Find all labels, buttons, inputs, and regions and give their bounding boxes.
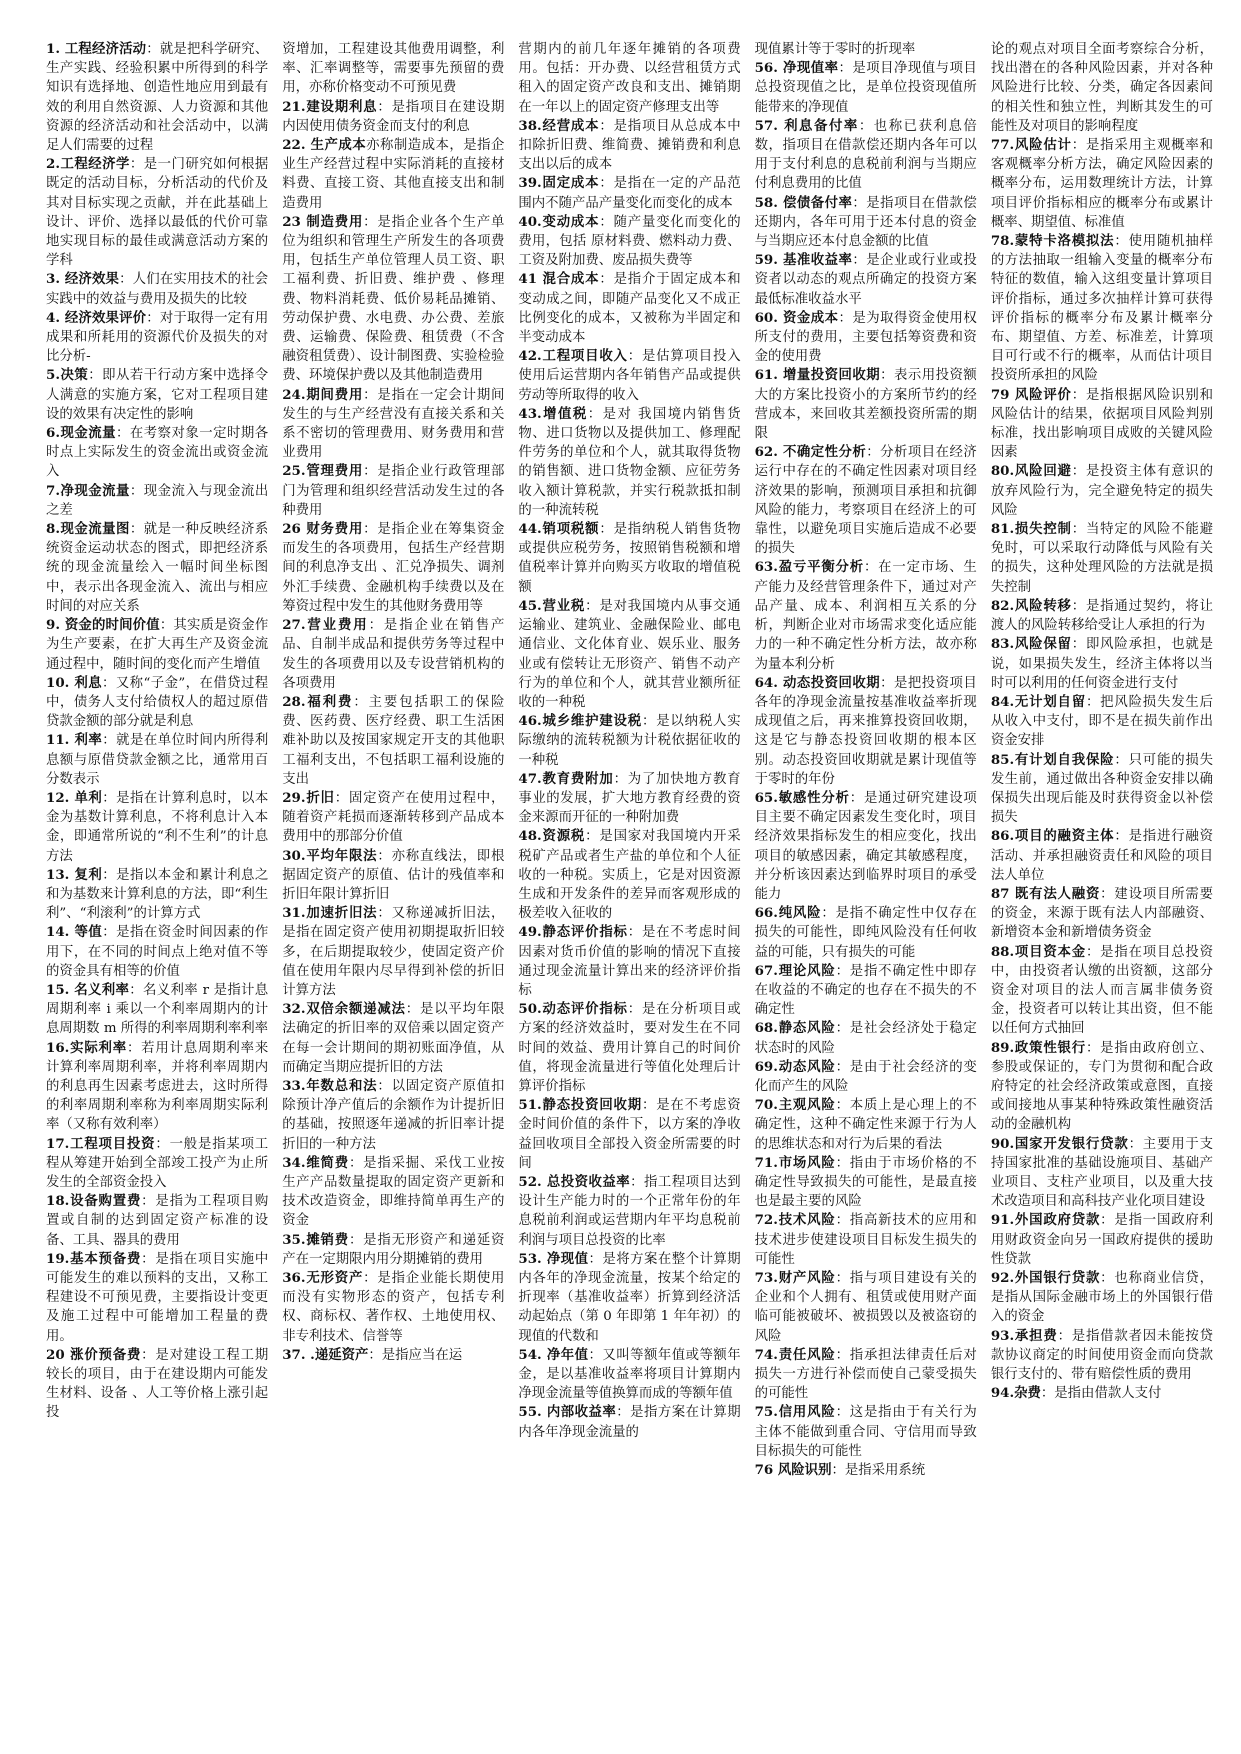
glossary-entry: [518, 923, 740, 1000]
entry-term: 18.设备购置费: [46, 1193, 142, 1210]
glossary-entry: [46, 1192, 268, 1250]
glossary-entry: [755, 1461, 977, 1480]
glossary-entry: [518, 117, 740, 175]
glossary-entry: [991, 232, 1213, 386]
entry-definition: ：是指企业在筹集资金而发生的各项费用，包括生产经营期间的利息净支出 、汇兑净损失、调剂外汇手续费、金融机构手续费以及在筹资过程中发生的其他财务费用等: [282, 522, 505, 614]
entry-term: 13. 复利: [46, 866, 103, 883]
entry-term: 82.风险转移: [990, 597, 1072, 614]
entry-definition: ：名义利率 r 是指计息周期利率 i 乘以一个利率周期内的计息周期数 m 所得的利率周期利率利率: [46, 982, 269, 1037]
entry-term: 39.固定成本: [518, 175, 600, 192]
entry-term: 31.加速折旧法: [282, 905, 378, 922]
glossary-entry: [755, 558, 977, 673]
entry-definition: ：即风险承担，也就是说，如果损失发生，经济主体将以当时可以利用的任何资金进行支付: [990, 637, 1214, 691]
entry-term: 93.承担费: [990, 1327, 1058, 1344]
entry-term: 22. 生产成本: [282, 137, 367, 154]
entry-definition: ：主要用于支持国家批准的基础设施项目、基础产业项目、支柱产业项目，以及重大技术改造项目和高科技产业化项目建设: [990, 1136, 1214, 1210]
glossary-entry: [46, 424, 268, 482]
entry-definition: ：只可能的损失发生前，通过做出各种资金安排以确保损失出现后能及时获得资金以补偿损失: [990, 752, 1214, 826]
entry-term: 36.无形资产: [282, 1270, 364, 1286]
entry-definition: ：就是在单位时间内所得利息额与原借贷款金额之比，通常用百分数表示: [46, 733, 269, 787]
entry-term: 69.动态风险: [754, 1058, 836, 1075]
entry-definition: ：指由于市场价格的不确定性导致损失的可能性，是最直接也是最主要的风险: [754, 1155, 977, 1210]
entry-definition: 营期内的前几年逐年摊销的各项费用。包括：开办费、以经营租赁方式租入的固定资产改良和支出、摊销期在一年以上的固定资产修理支出等: [518, 42, 741, 115]
entry-term: 87 既有法人融资: [990, 885, 1101, 902]
glossary-entry: [46, 1135, 268, 1193]
glossary-entry: [46, 616, 268, 674]
glossary-entry: [991, 1211, 1213, 1269]
entry-definition: ：一般是指某项工程从筹建开始到全部竣工投产为止所发生的全部资金投入: [46, 1136, 269, 1190]
entry-term: 94.杂费: [990, 1385, 1041, 1402]
glossary-entry: [755, 1403, 977, 1461]
entry-definition: ：是指借款者因未能按贷款协议商定的时间使用资金而向贷款银行支付的、带有赔偿性质的费用: [990, 1328, 1214, 1383]
glossary-entry: [46, 155, 268, 270]
column-2: [282, 40, 504, 1736]
glossary-entry: [282, 1077, 504, 1154]
entry-definition: ：是对 我国境内销售货物、进口货物以及提供加工、修理配件劳务的单位和个人，就其取得货物的销售额、进口货物金额、应征劳务收入额计算税款，并实行税款抵扣制的一种流转税: [518, 406, 741, 518]
glossary-entry: [518, 520, 740, 597]
entry-term: 57. 利息备付率: [754, 117, 859, 134]
entry-definition: ：分析项目在经济运行中存在的不确定性因素对项目经济效果的影响，预测项目承担和抗御风险的能力，考察项目在经济上的可靠性，以避免项目实施后造成不必要的损失: [754, 445, 977, 557]
entry-term: 46.城乡维护建设税: [518, 713, 642, 730]
entry-definition: ：是社会经济处于稳定状态时的风险: [754, 1021, 977, 1056]
entry-definition: ：是指采掘、采伐工业按生产产品数量提取的固定资产更新和技术改造资金，即维持简单再生产的资金: [282, 1155, 505, 1229]
glossary-entry: [518, 347, 740, 405]
entry-definition: 资增加，工程建设其他费用调整，利率、汇率调整等，需要事先预留的费用，亦称价格变动不可预见费: [282, 42, 505, 96]
entry-definition: ：是指无形资产和递延资产在一定期限内用分期摊销的费用: [282, 1232, 505, 1267]
entry-definition: ：主要包括职工的保险费、医药费、医疗经费、职工生活困难补助以及按国家规定开支的其他职工福利支出，不包括职工福利设施的支出: [282, 694, 505, 787]
entry-term: 7.净现金流量: [46, 482, 130, 499]
entry-term: 47.教育费附加: [518, 770, 614, 787]
glossary-entry: [282, 386, 504, 463]
glossary-entry: [991, 136, 1213, 232]
glossary-entry: [991, 1269, 1213, 1327]
glossary-entry: [282, 1000, 504, 1077]
glossary-entry: [46, 520, 268, 616]
entry-term: 65.敏感性分析: [754, 789, 850, 806]
entry-term: 32.双倍余额递减法: [282, 1001, 406, 1018]
entry-definition: ：建设项目所需要的资金，来源于既有法人内部融资、新增资本金和新增债务资金: [990, 886, 1214, 941]
entry-definition: ：是指根据风险识别和风险估计的结果，依据项目风险判别标准，找出影响项目成败的关键风险因素: [990, 387, 1214, 461]
entry-term: 59. 基准收益率: [754, 252, 853, 269]
glossary-entry: [282, 40, 504, 98]
entry-term: 35.摊销费: [282, 1231, 349, 1248]
entry-term: 85.有计划自我保险: [990, 751, 1115, 768]
glossary-entry: [755, 117, 977, 194]
entry-term: 53. 净现值: [518, 1250, 589, 1267]
entry-definition: ：是通过研究建设项目主要不确定因素发生变化时，项目经济效果指标发生的相应变化，找出项目的敏感因素，确定其敏感程度，并分析该因素达到临界时项目的承受能力: [754, 790, 977, 902]
entry-term: 51.静态投资回收期: [518, 1097, 642, 1114]
glossary-entry: [991, 597, 1213, 635]
entry-definition: ：是为取得资金使用权所支付的费用，主要包括筹资费和资金的使用费: [754, 310, 977, 365]
entry-definition: ：是指在项目总投资中，由投资者认缴的出资额，这部分资金对项目的法人而言属非债务资金，投资者可以转让其出资，但不能以任何方式抽回: [990, 944, 1214, 1037]
entry-definition: ：在一定市场、生产能力及经营管理条件下，通过对产品产量、成本、利润相互关系的分析，判断企业对市场需求变化适应能力的一种不确定性分析方法，故亦称为量本利分析: [754, 560, 977, 672]
entry-definition: ：是在不考虑资金时间价值的条件下，以方案的净收益回收项目全部投入资金所需要的时间: [518, 1098, 741, 1171]
entry-definition: ：是指在资金时间因素的作用下，在不同的时间点上绝对值不等的资金具有相等的价值: [46, 925, 269, 979]
entry-definition: ：是指在项目实施中可能发生的难以预料的支出，又称工程建设不可预见费，主要指设计变更及施工过程中可能增加工程量的费用。: [46, 1251, 269, 1344]
entry-definition: ：是指企业能长期使用而没有实物形态的资产，包括专利权、商标权、著作权、土地使用权、非专利技术、信誉等: [282, 1271, 505, 1344]
entry-definition: ：现金流入与现金流出之差: [46, 483, 269, 518]
entry-term: 72.技术风险: [754, 1212, 836, 1229]
entry-term: 10. 利息: [46, 674, 103, 691]
entry-definition: ：是把投资项目各年的净现金流量按基准收益率折现成现值之后，再来推算投资回收期，这是它与静态投资回收期的根本区别。动态投资回收期就是累计现值等于零时的年份: [754, 675, 977, 787]
entry-term: 84.无计划自留: [990, 693, 1086, 710]
entry-term: 43.增值税: [518, 405, 588, 422]
entry-definition: ：是对建设工程工期较长的项目，由于在建设期内可能发生材料、设备 、人工等价格上涨引起投: [46, 1347, 269, 1421]
entry-definition: ：又叫等额年值或等额年金，是以基准收益率将项目计算期内净现金流量等值换算而成的等额年值: [518, 1347, 741, 1402]
entry-term: 91.外国政府贷款: [990, 1212, 1101, 1229]
glossary-entry: [518, 405, 740, 520]
entry-definition: ：是指在一定会计期间发生的与生产经营没有直接关系和关系不密切的管理费用、财务费用和营业费用: [282, 387, 505, 461]
glossary-entry: [518, 827, 740, 923]
glossary-entry: [518, 1403, 740, 1441]
entry-definition: ：是指为工程项目购置或自制的达到固定资产标准的设备、工具、器具的费用: [46, 1194, 269, 1248]
glossary-entry: [46, 1039, 268, 1135]
entry-term: 58. 偿债备付率: [754, 194, 853, 211]
glossary-entry: [282, 1154, 504, 1231]
entry-term: 61. 增量投资回收期: [754, 367, 881, 384]
glossary-entry: [991, 520, 1213, 597]
glossary-entry: [991, 751, 1213, 828]
glossary-entry: [991, 40, 1213, 136]
glossary-entry: [991, 1327, 1213, 1385]
glossary-entry: [46, 309, 268, 367]
glossary-entry: [755, 1211, 977, 1269]
entry-definition: ：是项目净现值与项目总投资现值之比，是单位投资现值所能带来的净现值: [754, 61, 977, 115]
entry-definition: ：是将方案在整个计算期内各年的净现金流量，按某个给定的折现率（基准收益率）折算到经济活动起始点（第 0 年即第 1 年年初）的现值的代数和: [518, 1251, 741, 1344]
entry-term: 25.管理费用: [282, 463, 364, 480]
entry-definition: ：对于取得一定有用成果和所耗用的资源代价及损失的对比分析-: [46, 310, 269, 365]
entry-definition: ：把风险损失发生后从收入中支付，即不是在损失前作出资金安排: [990, 694, 1214, 749]
entry-term: 76 风险识别: [754, 1462, 832, 1479]
entry-definition: ：表示用投资额大的方案比投资小的方案所节约的经营成本，来回收其差额投资所需的期限: [754, 368, 977, 442]
glossary-entry: [755, 904, 977, 962]
entry-definition: ：这是指由于有关行为主体不能做到重合同、守信用而导致目标损失的可能性: [754, 1405, 977, 1459]
glossary-entry: [755, 789, 977, 904]
entry-term: 52. 总投资收益率: [518, 1173, 631, 1190]
entry-term: 11. 利率: [46, 732, 103, 749]
entry-term: 63.盈亏平衡分析: [754, 559, 864, 576]
entry-definition: ：亦称直线法，即根据固定资产的原值、估计的残值率和折旧年限计算折旧: [282, 848, 505, 902]
column-4: [755, 40, 977, 1736]
glossary-entry: [282, 616, 504, 693]
glossary-entry: [518, 40, 740, 117]
entry-term: 75.信用风险: [754, 1404, 836, 1421]
entry-definition: ：是指项目在建设期内因使用债务资金而支付的利息: [282, 99, 505, 134]
glossary-entry: [46, 731, 268, 789]
entry-definition: ：也称商业信贷，是指从国际金融市场上的外国银行借入的资金: [990, 1271, 1214, 1325]
entry-definition: ：是指企业各个生产单位为组织和管理生产所发生的各项费用，包括生产单位管理人员工资、职工福利费、折旧费、维护费 、修理费、物料消耗费、低价易耗品摊销、劳动保护费、水电费、办公费、差旅费、运输费、保险费、租赁费（不含融资租赁费）、设计制图费、实验检验费、环境保护费以及其他制造费用: [282, 214, 505, 384]
entry-term: 45.营业税: [518, 597, 586, 614]
entry-term: 34.维简费: [282, 1154, 349, 1171]
entry-term: 29.折旧: [282, 789, 335, 806]
entry-definition: ：是在不考虑时间因素对货币价值的影响的情况下直接通过现金流量计算出来的经济评价指标: [518, 925, 741, 998]
entry-term: 48.资源税: [518, 828, 586, 845]
glossary-entry: [282, 462, 504, 520]
glossary-entry: [282, 520, 504, 616]
glossary-entry: [282, 1269, 504, 1346]
entry-definition: ：以固定资产原值扣除预计净产值后的余额作为计提折旧的基础，按照逐年递减的折旧率计提折旧的一种方法: [282, 1078, 505, 1152]
glossary-entry: [991, 693, 1213, 751]
entry-term: 26 财务费用: [282, 521, 364, 538]
entry-term: 68.静态风险: [754, 1020, 836, 1037]
entry-definition: ：是指进行融资活动、并承担融资责任和风险的项目法人单位: [990, 829, 1214, 883]
glossary-entry: [518, 1346, 740, 1404]
glossary-entry: [991, 885, 1213, 943]
entry-definition: ：当特定的风险不能避免时，可以采取行动降低与风险有关的损失，这种处理风险的方法就是损失控制: [990, 522, 1214, 595]
entry-definition: ：是以纳税人实际缴纳的流转税额为计税依据征收的一种税: [518, 714, 741, 768]
glossary-entry: [755, 1058, 977, 1096]
entry-definition: ：是投资主体有意识的放弃风险行为，完全避免特定的损失风险: [990, 464, 1214, 518]
glossary-entry: [755, 1096, 977, 1154]
entry-definition: ：是指介于固定成本和变动成之间，即随产品变化又不成正比例变化的成本，又被称为半固定和半变动成本: [518, 272, 741, 346]
entry-definition: ：是指通过契约，将让渡人的风险转移给受让人承担的行为: [990, 598, 1214, 634]
entry-term: 74.责任风险: [754, 1346, 836, 1363]
glossary-entry: [518, 1173, 740, 1250]
entry-term: 17.工程项目投资: [46, 1135, 156, 1152]
entry-term: 56. 净现值率: [754, 60, 839, 77]
entry-definition: ：是对我国境内从事交通运输业、建筑业、金融保险业、邮电通信业、文化体育业、娱乐业、服务业或有偿转让无形资产、销售不动产行为的单位和个人，就其营业额所征收的一种税: [518, 598, 741, 710]
entry-definition: ：是一门研究如何根据既定的活动目标，分析活动的代价及其对目标实现之贡献，并在此基础上设计、评价、选择以最低的代价可靠地实现目标的最佳或满意活动方案的学科: [46, 157, 269, 269]
glossary-entry: [755, 1154, 977, 1212]
entry-definition: ：是估算项目投入使用后运营期内各年销售产品或提供劳动等所取得的收入: [518, 349, 741, 403]
glossary-entry: [991, 1135, 1213, 1212]
entry-definition: ：是指在一定的产品范围内不随产品产量变化而变化的成本: [518, 176, 741, 211]
entry-term: 49.静态评价指标: [518, 924, 628, 941]
entry-definition: ：使用随机抽样的方法抽取一组输入变量的概率分布特征的数值，输入这组变量计算项目评价指标，通过多次抽样计算可获得评价指标的概率分布及累计概率分布、期望值、方差、标准差，计算项目可行或不行的概率，从而估计项目投资所承担的风险: [990, 234, 1214, 384]
entry-term: 38.经营成本: [518, 117, 600, 134]
entry-term: 1. 工程经济活动: [46, 41, 147, 57]
entry-definition: ：指与项目建设有关的企业和个人拥有、租赁或使用财产面临可能被破坏、被损毁以及被盗窃的风险: [754, 1271, 977, 1344]
glossary-entry: [518, 174, 740, 212]
glossary-entry: [755, 194, 977, 252]
glossary-entry: [755, 1269, 977, 1346]
entry-term: 9. 资金的时间价值: [46, 617, 160, 634]
entry-term: 27.营业费用: [282, 617, 369, 634]
glossary-entry: [518, 770, 740, 828]
entry-term: 77.风险估计: [990, 137, 1072, 154]
entry-definition: ：就是一种反映经济系统资金运动状态的图式，即把经济系统的现金流量绘入一幅时间坐标图中，表示出各现金流入、流出与相应时间的对应关系: [46, 522, 269, 614]
entry-definition: ：是企业或行业或投资者以动态的观点所确定的投资方案最低标准收益水平: [754, 253, 977, 307]
column-1: [46, 40, 268, 1736]
glossary-entry: [282, 98, 504, 136]
entry-definition: ：是指以本金和累计利息之和为基数来计算利息的方法，即“利生利”、“利滚利”的计算方式: [46, 867, 269, 922]
entry-definition: ：是指项目从总成本中扣除折旧费、维简费、摊销费和利息支出以后的成本: [518, 118, 741, 173]
entry-definition: ：是指由借款人支付: [1040, 1386, 1162, 1402]
entry-term: 86.项目的融资主体: [990, 828, 1115, 845]
entry-definition: ：固定资产在使用过程中，随着资产耗损而逐渐转移到产品成本费用中的那部分价值: [282, 790, 505, 845]
glossary-entry: [755, 59, 977, 117]
entry-definition: ：是指应当在运: [368, 1347, 463, 1363]
glossary-entry: [282, 136, 504, 213]
glossary-entry: [755, 1019, 977, 1057]
entry-term: 42.工程项目收入: [518, 348, 628, 365]
glossary-entry: [282, 1346, 504, 1365]
entry-definition: ：其实质是资金作为生产要素，在扩大再生产及资金流通过程中，随时间的变化而产生增值: [46, 618, 269, 672]
glossary-entry: [518, 712, 740, 770]
entry-term: 24.期间费用: [282, 386, 364, 403]
entry-term: 41 混合成本: [518, 271, 600, 288]
entry-definition: ：是指采用主观概率和客观概率分析方法，确定风险因素的概率分布，运用数理统计方法，计算项目评价指标相应的概率分布或累计概率、期望值、标准值: [990, 138, 1214, 230]
entry-definition: ：指高新技术的应用和技术进步使建设项目目标发生损失的可能性: [754, 1213, 977, 1267]
entry-term: 28.福利费: [282, 693, 354, 710]
entry-term: 37. .递延资产: [282, 1346, 369, 1363]
entry-definition: ：又称“子金”，在借贷过程中，债务人支付给债权人的超过原借贷款金额的部分就是利息: [46, 675, 269, 730]
glossary-entry: [282, 847, 504, 905]
glossary-entry: [755, 309, 977, 367]
entry-term: 83.风险保留: [990, 636, 1072, 653]
glossary-entry: [282, 213, 504, 386]
glossary-entry: [991, 827, 1213, 885]
entry-definition: ：若用计息周期利率来计算利率周期利率，并将利率周期内的利息再生因素考虑进去，这时所得的利率周期利率称为利率周期实际利率（又称有效利率）: [46, 1040, 269, 1133]
glossary-entry: [755, 40, 977, 59]
entry-definition: ：是指不确定性中即存在收益的不确定的也存在不损失的不确定性: [754, 963, 977, 1018]
entry-definition: ：是指企业在销售产品、自制半成品和提供劳务等过程中发生的各项费用以及专设营销机构的各项费用: [282, 618, 505, 691]
entry-term: 5.决策: [46, 367, 89, 384]
entry-definition: 现值累计等于零时的折现率: [754, 42, 916, 57]
glossary-entry: [282, 789, 504, 847]
entry-term: 23 制造费用: [282, 213, 364, 230]
glossary-entry: [46, 40, 268, 155]
entry-term: 66.纯风险: [754, 905, 822, 922]
glossary-entry: [755, 443, 977, 558]
entry-definition: ：是指项目在借款偿还期内，各年可用于还本付息的资金与当期应还本付息金额的比值: [754, 195, 977, 250]
entry-term: 21.建设期利息: [282, 98, 378, 115]
entry-term: 14. 等值: [46, 924, 103, 941]
glossary-entry: [46, 482, 268, 520]
glossary-entry: [518, 1250, 740, 1346]
entry-term: 44.销项税额: [518, 521, 600, 538]
glossary-entry: [755, 251, 977, 309]
entry-definition: ：随产量变化而变化的费用，包括 原材料费、燃料动力费、 工资及附加费、废品损失费等: [518, 214, 741, 269]
entry-term: 6.现金流量: [46, 425, 116, 442]
glossary-entry: [46, 866, 268, 924]
entry-definition: ：本质上是心理上的不确定性，这种不确定性来源于行为人的思维状态和对行为后果的看法: [754, 1098, 977, 1152]
entry-definition: ：指承担法律责任后对损失一方进行补偿而使自己蒙受损失的可能性: [754, 1347, 977, 1402]
glossary-entry: [46, 981, 268, 1039]
entry-definition: ：又称递减折旧法，是指在固定资产使用初期提取折旧较多，在后期提取较少，使固定资产价值在使用年限内尽早得到补偿的折旧计算方法: [282, 906, 505, 998]
entry-definition: ：为了加快地方教育事业的发展，扩大地方教育经费的资金来源而开征的一种附加费: [518, 771, 741, 826]
glossary-entry: [518, 213, 740, 271]
glossary-entry: [46, 789, 268, 866]
glossary-entry: [991, 635, 1213, 693]
entry-definition: ：人们在实用技术的社会实践中的效益与费用及损失的比较: [46, 272, 269, 307]
entry-term: 88.项目资本金: [990, 943, 1086, 960]
entry-definition: ：是指由政府创立、参股或保证的，专门为贯彻和配合政府特定的社会经济政策或意图，直接或间接地从事某种特殊政策性融资活动的金融机构: [990, 1040, 1214, 1133]
entry-term: 4. 经济效果评价: [46, 309, 147, 326]
glossary-entry: [46, 366, 268, 424]
entry-definition: ：就是把科学研究、生产实践、经验积累中所得到的科学知识有选择地、创造性地应用到最有效的利用自然资源、人力资源和其他资源的经济活动和社会活动中，以满足人们需要的过程: [46, 42, 269, 154]
entry-definition: 论的观点对项目全面考察综合分析，找出潜在的各种风险因素，并对各种风险进行比较、分类，确定各因素间的相关性和独立性，判断其发生的可能性及对项目的影响程度: [990, 42, 1214, 134]
entry-definition: ：是以平均年限法确定的折旧率的双倍乘以固定资产在每一会计期间的期初账面净值，从而确定当期应提折旧的方法: [282, 1002, 505, 1075]
glossary-entry: [282, 693, 504, 789]
glossary-entry: [755, 1346, 977, 1404]
entry-term: 81.损失控制: [990, 521, 1072, 538]
glossary-entry: [46, 674, 268, 732]
entry-definition: ：是指纳税人销售货物或提供应税劳务，按照销售税额和增值税率计算并向购买方收取的增值税额: [518, 522, 741, 595]
glossary-entry: [46, 270, 268, 308]
entry-term: 54. 净年值: [518, 1346, 589, 1363]
entry-term: 60. 资金成本: [754, 309, 839, 326]
entry-definition: ：是在分析项目或方案的经济效益时，要对发生在不同时间的效益、费用计算自己的时间价值，将现金流量进行等值化处理后计算评价指标: [518, 1002, 741, 1094]
glossary-entry: [755, 366, 977, 443]
entry-definition: ：是指方案在计算期内各年净现金流量的: [518, 1405, 741, 1440]
entry-definition: ：是指不确定性中仅存在损失的可能性，即纯风险没有任何收益的可能，只有损失的可能: [754, 906, 977, 960]
glossary-entry: [46, 1346, 268, 1423]
glossary-entry: [991, 462, 1213, 520]
entry-definition: 亦称制造成本，是指企业生产经营过程中实际消耗的直接材料费、直接工资、其他直接支出和制造费用: [282, 138, 505, 211]
entry-term: 30.平均年限法: [282, 847, 378, 864]
glossary-entry: [755, 962, 977, 1020]
entry-term: 8.现金流量图: [46, 521, 130, 538]
glossary-entry: [282, 904, 504, 1000]
entry-definition: ：是国家对我国境内开采税矿产品或者生产盐的单位和个人征收的一种税。实质上，它是对因资源生成和开发条件的差异而客观形成的极差收入征收的: [518, 829, 741, 922]
glossary-entry: [46, 923, 268, 981]
entry-term: 90.国家开发银行贷款: [990, 1135, 1129, 1152]
entry-term: 15. 名义利率: [46, 981, 130, 998]
entry-definition: ：是指一国政府利用财政资金向另一国政府提供的援助性贷款: [990, 1213, 1214, 1267]
glossary-entry: [518, 270, 740, 347]
entry-term: 71.市场风险: [754, 1154, 836, 1171]
entry-term: 33.年数总和法: [282, 1077, 378, 1094]
entry-definition: ：即从若干行动方案中选择令人满意的实施方案，它对工程项目建设的效果有决定性的影响: [46, 368, 269, 422]
entry-term: 50.动态评价指标: [518, 1001, 628, 1018]
glossary-entry: [755, 674, 977, 789]
entry-term: 73.财产风险: [754, 1270, 836, 1286]
entry-definition: ：是指在计算利息时，以本金为基数计算利息，不将利息计入本金，即通常所说的“利不生利”的计息方法: [46, 790, 269, 864]
entry-term: 80.风险回避: [990, 463, 1072, 480]
entry-term: 62. 不确定性分析: [754, 444, 867, 461]
entry-term: 89.政策性银行: [990, 1039, 1086, 1056]
entry-term: 70.主观风险: [754, 1097, 836, 1114]
entry-term: 16.实际利率: [46, 1039, 127, 1056]
entry-term: 67.理论风险: [754, 962, 836, 979]
glossary-entry: [991, 386, 1213, 463]
entry-definition: ：也称已获利息倍数，指项目在借款偿还期内各年可以用于支付利息的息税前利润与当期应付利息费用的比值: [754, 118, 977, 192]
entry-definition: ：是指采用系统: [831, 1463, 926, 1479]
entry-term: 92.外国银行贷款: [990, 1270, 1101, 1286]
glossary-entry: [518, 1000, 740, 1096]
entry-term: 19.基本预备费: [46, 1250, 142, 1267]
entry-term: 55. 内部收益率: [518, 1404, 617, 1421]
entry-term: 79 风险评价: [990, 386, 1072, 403]
column-5: [991, 40, 1213, 1736]
glossary-entry: [991, 943, 1213, 1039]
entry-term: 40.变动成本: [518, 213, 600, 230]
entry-term: 64. 动态投资回收期: [754, 674, 881, 691]
entry-term: 3. 经济效果: [46, 271, 120, 288]
entry-term: 2.工程经济学: [46, 156, 130, 173]
text-columns: [46, 40, 1213, 1736]
entry-term: 12. 单利: [46, 789, 103, 806]
glossary-entry: [282, 1231, 504, 1269]
column-3: [518, 40, 740, 1736]
glossary-entry: [991, 1039, 1213, 1135]
entry-definition: ：指工程项目达到设计生产能力时的一个正常年份的年息税前利润或运营期内年平均息税前利润与项目总投资的比率: [518, 1174, 741, 1248]
glossary-entry: [518, 1096, 740, 1173]
glossary-entry: [46, 1250, 268, 1346]
glossary-entry: [991, 1384, 1213, 1403]
glossary-entry: [518, 597, 740, 712]
entry-definition: ：是指企业行政管理部门为管理和组织经营活动发生过的各种费用: [282, 464, 505, 518]
entry-definition: ：是由于社会经济的变化而产生的风险: [754, 1059, 977, 1094]
entry-term: 78.蒙特卡洛模拟法: [990, 233, 1115, 250]
entry-definition: ：在考察对象一定时期各时点上实际发生的资金流出或资金流入: [46, 426, 269, 480]
entry-term: 20 涨价预备费: [46, 1346, 142, 1363]
